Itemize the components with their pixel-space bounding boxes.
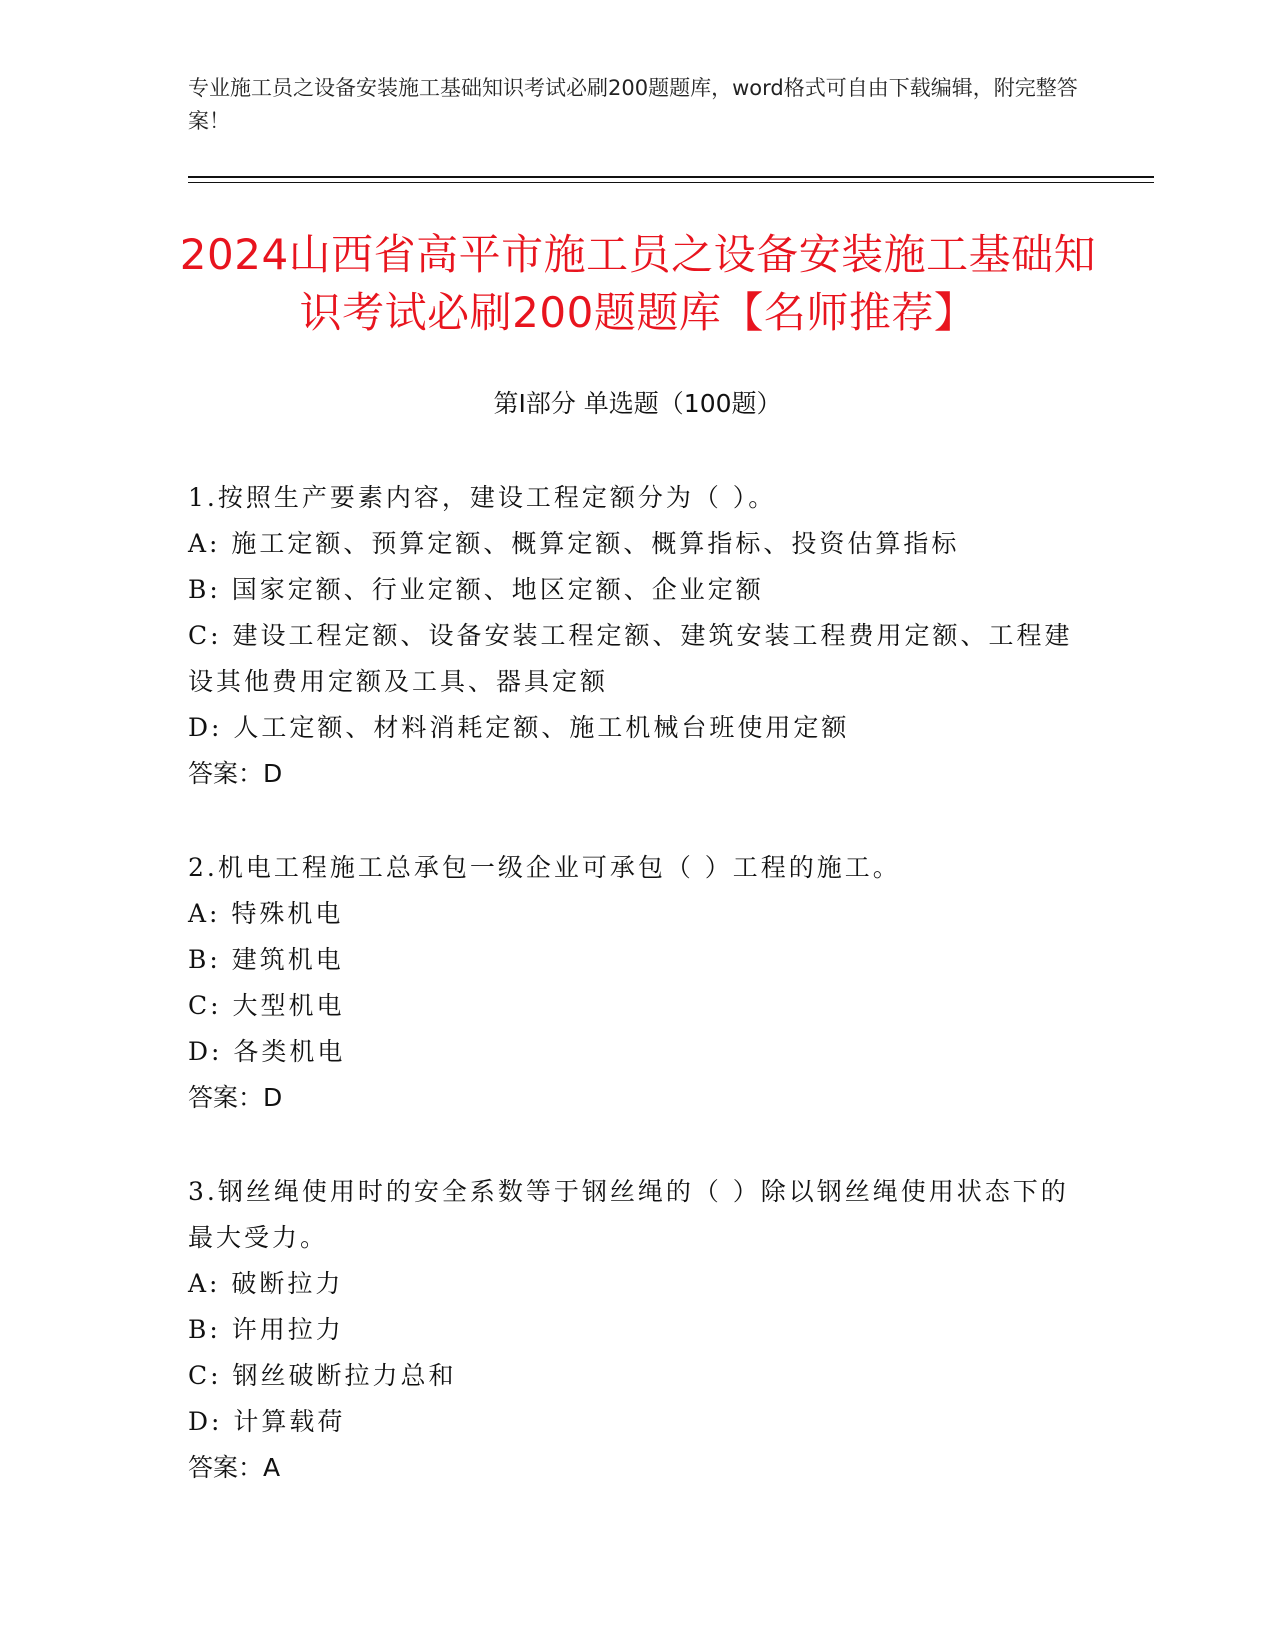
answer: 答案：D bbox=[188, 759, 283, 788]
section-heading: 第Ⅰ部分 单选题（100题） bbox=[493, 389, 782, 418]
question-1 bbox=[188, 475, 1078, 797]
header-rule-thin bbox=[188, 182, 1154, 183]
option-a: A: 破断拉力 bbox=[188, 1269, 344, 1298]
option-c: C: 大型机电 bbox=[188, 991, 345, 1020]
option-d: D: 人工定额、材料消耗定额、施工机械台班使用定额 bbox=[188, 713, 850, 742]
header-rule-thick bbox=[188, 176, 1154, 178]
option-a: A: 特殊机电 bbox=[188, 899, 344, 928]
option-b: B: 建筑机电 bbox=[188, 945, 344, 974]
answer: 答案：A bbox=[188, 1453, 281, 1482]
question-stem: 2.机电工程施工总承包一级企业可承包（ ）工程的施工。 bbox=[188, 853, 901, 882]
answer: 答案：D bbox=[188, 1083, 283, 1112]
option-c: C: 钢丝破断拉力总和 bbox=[188, 1361, 457, 1390]
option-c: C: 建设工程定额、设备安装工程定额、建筑安装工程费用定额、工程建设其他费用定额及工具、器具定额 bbox=[188, 621, 1073, 696]
option-a: A: 施工定额、预算定额、概算定额、概算指标、投资估算指标 bbox=[188, 529, 960, 558]
question-2 bbox=[188, 845, 1078, 1121]
option-b: B: 国家定额、行业定额、地区定额、企业定额 bbox=[188, 575, 764, 604]
question-stem: 1.按照生产要素内容，建设工程定额分为（ ）。 bbox=[188, 483, 777, 512]
question-list bbox=[188, 475, 1078, 1539]
document-title: 2024山西省高平市施工员之设备安装施工基础知识考试必刷200题题库【名师推荐】 bbox=[179, 230, 1097, 337]
option-b: B: 许用拉力 bbox=[188, 1315, 344, 1344]
option-d: D: 各类机电 bbox=[188, 1037, 346, 1066]
option-d: D: 计算载荷 bbox=[188, 1407, 346, 1436]
header-note: 专业施工员之设备安装施工基础知识考试必刷200题题库，word格式可自由下载编辑，附完整答案！ bbox=[188, 76, 1078, 133]
question-3 bbox=[188, 1169, 1078, 1491]
question-stem: 3.钢丝绳使用时的安全系数等于钢丝绳的（ ）除以钢丝绳使用状态下的最大受力。 bbox=[188, 1177, 1069, 1252]
